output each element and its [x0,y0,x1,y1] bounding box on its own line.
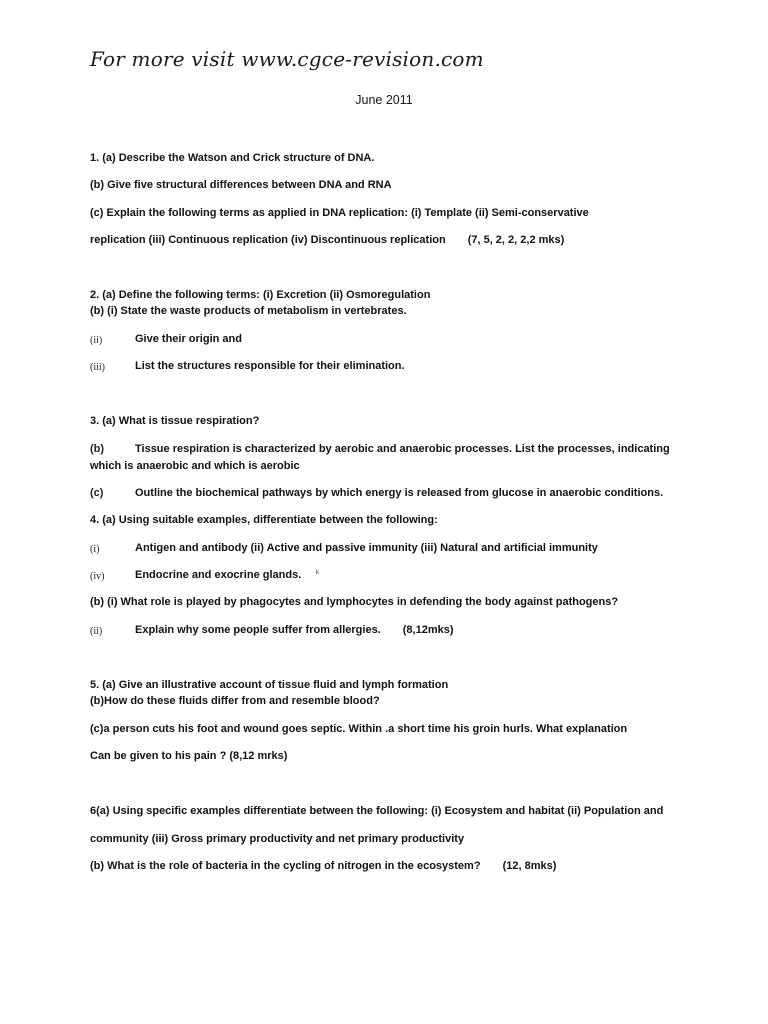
website-header: For more visit www.cgce-revision.com [90,47,484,71]
q3-c-label: (c) [90,487,104,499]
q2-part-a: 2. (a) Define the following terms: (i) Excretion (ii) Osmoregulation [90,289,431,301]
q2-ii-label: (ii) [90,335,103,346]
q3-b-label: (b) [90,443,105,455]
q4-part-a: 4. (a) Using suitable examples, differentiate between the following: [90,514,438,526]
q6-part-a-line1: 6(a) Using specific examples differentiate between the following: (i) Ecosystem and habitat (ii) Population and [90,805,664,817]
q3-c-text: Outline the biochemical pathways by which energy is released from glucose in anaerobic conditions. [135,487,664,499]
q2-part-b: (b) (i) State the waste products of metabolism in vertebrates. [90,305,407,317]
q1-marks: (7, 5, 2, 2, 2,2 mks) [467,234,565,246]
q2-ii-text: Give their origin and [135,333,242,345]
q2-iii-text: List the structures responsible for their elimination. [135,360,405,372]
q1-part-c-line1: (c) Explain the following terms as applied in DNA replication: (i) Template (ii) Semi-conservative [90,207,589,219]
q3-b-text-line1: Tissue respiration is characterized by aerobic and anaerobic processes. List the processes, indicating [135,443,670,455]
q3-part-a: 3. (a) What is tissue respiration? [90,415,260,427]
q4-i-text: Antigen and antibody (ii) Active and passive immunity (iii) Natural and artificial immunity [135,542,598,554]
q5-part-c: (c)a person cuts his foot and wound goes septic. Within .a short time his groin hurls. What explanation [90,723,628,735]
q4-ii-text-row [135,624,454,636]
q2-iii-label: (iii) [90,362,105,373]
q5-part-b: (b)How do these fluids differ from and resemble blood? [90,695,380,707]
q1-part-c-line2-text: replication (iii) Continuous replication (iv) Discontinuous replication [90,234,446,246]
q1-part-b: (b) Give five structural differences between DNA and RNA [90,179,392,191]
q4-part-b: (b) (i) What role is played by phagocytes and lymphocytes in defending the body against pathogens? [90,596,619,608]
stray-mark: k [316,570,319,576]
q1-part-c-line2 [90,234,564,246]
q6-marks: (12, 8mks) [502,860,557,872]
q4-ii-text: Explain why some people suffer from allergies. [135,624,381,636]
q3-b-text-line2: which is anaerobic and which is aerobic [90,460,300,472]
q4-iv-text: Endocrine and exocrine glands. [135,569,302,581]
q5-part-c-continued: Can be given to his pain ? (8,12 mrks) [90,750,288,762]
q4-ii-label: (ii) [90,626,103,637]
q5-part-a: 5. (a) Give an illustrative account of tissue fluid and lymph formation [90,679,449,691]
q1-part-a: 1. (a) Describe the Watson and Crick structure of DNA. [90,152,375,164]
q4-iv-label: (iv) [90,571,105,582]
q6-part-a-line2: community (iii) Gross primary productivity and net primary productivity [90,833,465,845]
q6-part-b: (b) What is the role of bacteria in the cycling of nitrogen in the ecosystem? [90,860,481,872]
exam-date: June 2011 [355,93,413,107]
q6-part-b-row [90,860,556,872]
q4-i-label: (i) [90,544,100,555]
q4-marks: (8,12mks) [402,624,454,636]
